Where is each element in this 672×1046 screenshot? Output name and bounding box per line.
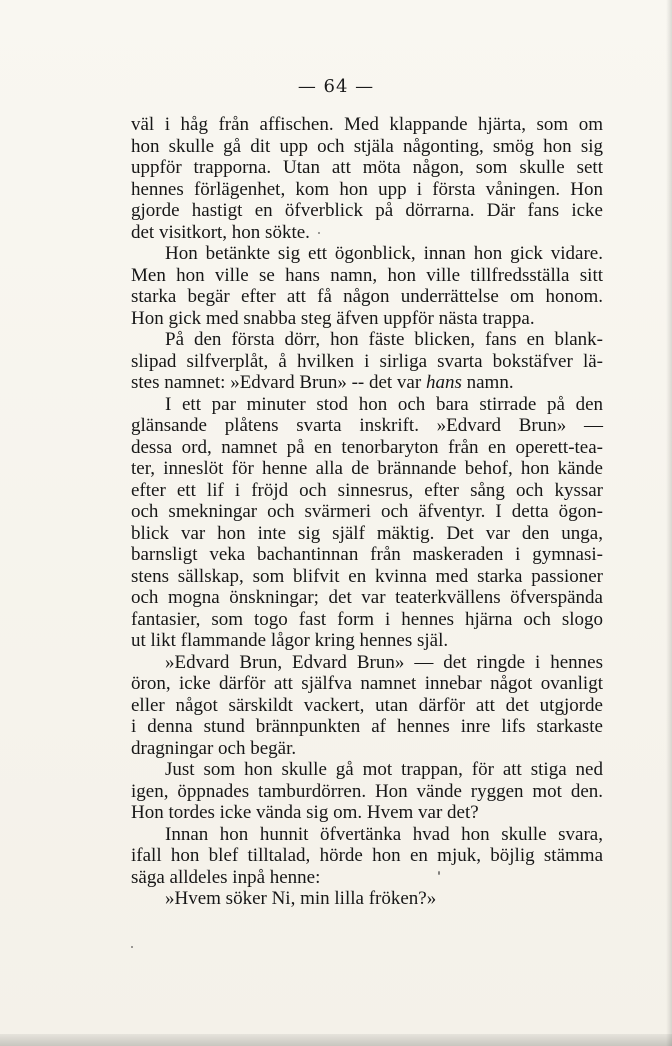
text-line: Hon gick med snabba steg äfven uppför nästa trappa. (131, 307, 535, 329)
text-line: Hon betänkte sig ett ögonblick, innan hon gick vidare. (165, 243, 603, 264)
text-line: »Hvem söker Ni, min lilla fröken?» (165, 888, 437, 909)
text-line: ter, inneslöt för henne alla de brännande behof, hon kände (131, 458, 603, 479)
page-number: — 64 — (297, 76, 375, 97)
text-line: stes namnet: »Edvard Brun» -- det var hans namn. (131, 372, 514, 393)
text-line: i denna stund brännpunkten af hennes inre lifs starkaste (131, 716, 603, 737)
text-line: hon skulle gå dit upp och stjäla någonting, smög hon sig (131, 135, 603, 157)
ink-speck (318, 232, 320, 234)
page-bottom-edge (0, 1034, 672, 1046)
text-line: Innan hon hunnit öfvertänka hvad hon skulle svara, (165, 823, 603, 845)
text-line: efter ett lif i fröjd och sinnesrus, efter sång och kyssar (131, 479, 603, 501)
text-line: I ett par minuter stod hon och bara stirrade på den (165, 393, 603, 415)
text-line: igen, öppnades tamburdörren. Hon vände ryggen mot den. (131, 780, 603, 802)
text-line: starka begär efter att få någon underrättelse om honom. (131, 286, 603, 307)
text-line: väl i håg från affischen. Med klappande hjärta, som om (131, 114, 603, 135)
text-line: öron, icke därför att själfva namnet innebar något ovanligt (131, 673, 603, 694)
text-line: blick var hon inte sig själf mäktig. Det var den unga, (131, 522, 603, 544)
text-line: eller något särskildt vackert, utan därför att det utgjorde (131, 694, 603, 716)
text-line: och mogna önskningar; det var teaterkvällens öfverspända (131, 587, 603, 608)
emphasized-word: hans (425, 372, 462, 393)
text-line: På den första dörr, hon fäste blicken, fans en blank- (165, 329, 603, 350)
text-line: Men hon ville se hans namn, hon ville tillfredsställa sitt (131, 264, 603, 286)
text-line: barnsligt veka bachantinnan från maskeraden i gymnasi- (131, 544, 603, 565)
text-line: stens sällskap, som blifvit en kvinna med starka passioner (131, 565, 603, 587)
text-line: säga alldeles inpå henne: (131, 866, 321, 888)
text-line: fantasier, som togo fast form i hennes hjärna och slogo (131, 608, 603, 630)
text-line: uppför trapporna. Utan att möta någon, som skulle sett (131, 157, 603, 178)
text-line: ut likt flammande lågor kring hennes själ. (131, 630, 449, 651)
text-line: hennes förlägenhet, kom hon upp i första våningen. Hon (131, 178, 603, 200)
text-line: gjorde hastigt en öfverblick på dörrarna. Där fans icke (131, 200, 603, 221)
text-line: och smekningar och svärmeri och äfventyr. I detta ögon- (131, 501, 603, 522)
page-gutter-shadow (666, 0, 672, 1046)
text-line: ifall hon blef tilltalad, hörde hon en mjuk, böjlig stämma (131, 845, 603, 866)
text-line: slipad silfverplåt, å hvilken i sirliga svarta bokstäfver lä- (131, 350, 603, 372)
text-line: Just som hon skulle gå mot trappan, för att stiga ned (165, 759, 603, 780)
ink-speck (438, 871, 440, 875)
text-line: dessa ord, namnet på en tenorbaryton från en operett-tea- (131, 436, 603, 458)
text-line: »Edvard Brun, Edvard Brun» — det ringde i hennes (165, 651, 603, 673)
text-line: Hon tordes icke vända sig om. Hvem var det? (131, 802, 479, 823)
ink-speck (131, 946, 133, 948)
body-text (131, 114, 603, 910)
text-line: dragningar och begär. (131, 737, 297, 759)
text-line: det visitkort, hon sökte. (131, 221, 310, 243)
text-line: glänsande plåtens svarta inskrift. »Edvard Brun» — (131, 415, 603, 436)
